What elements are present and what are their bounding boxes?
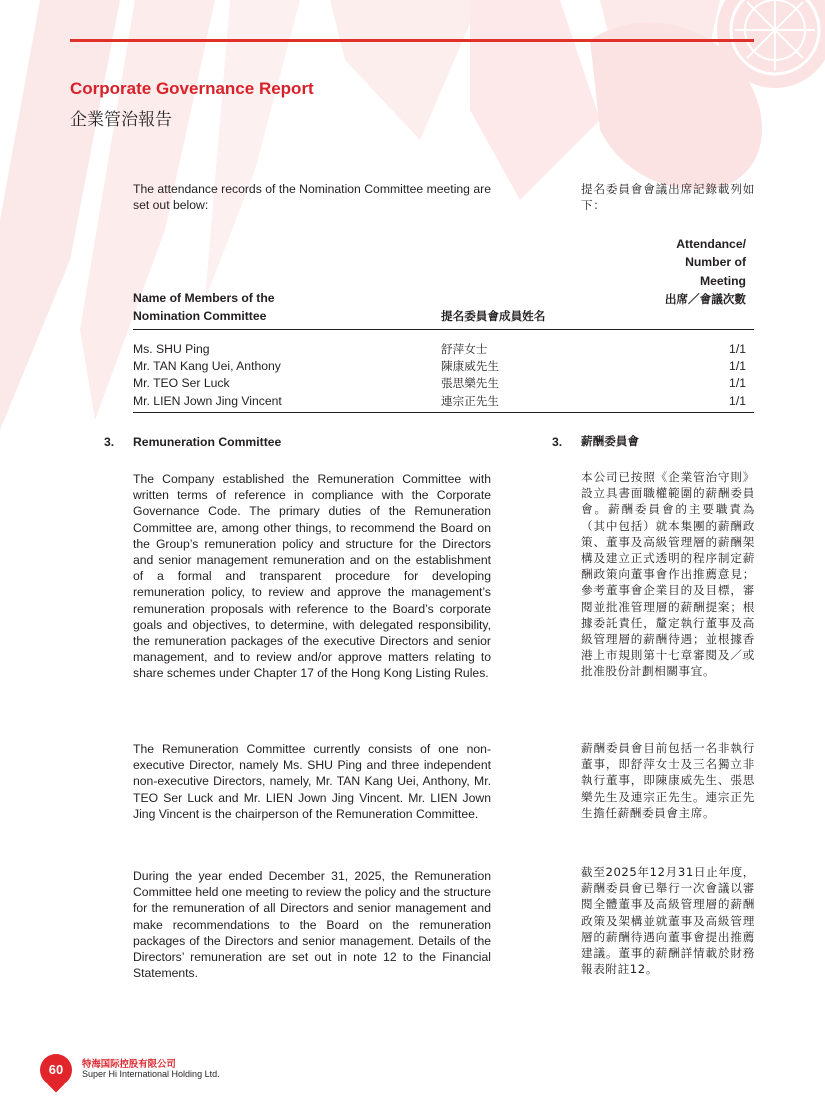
section-title: Remuneration Committee — [133, 435, 282, 449]
column-header-name-chinese: 提名委員會成員姓名 — [441, 309, 546, 323]
page-number: 60 — [48, 1062, 64, 1077]
member-name: Ms. SHU Ping — [133, 342, 210, 356]
member-name-chinese: 舒萍女士 — [441, 342, 488, 356]
paragraph-chinese: 本公司已按照《企業管治守則》設立具書面職權範圍的薪酬委員會。薪酬委員會的主要職責為（其中包括）就本集團的薪酬政策、董事及高級管理層的薪酬架構及建立正式透明的程序制定薪酬政策向董事會作出推薦意見；參考董事會企業目的及目標，審閱並批准管理層的薪酬提案；根據委託責任，釐定執行董事及高級管理層的薪酬待遇；並根據香港上市規則第十七章審閱及／或批准股份計劃相關事宜。 — [581, 470, 755, 679]
table-rule-top — [133, 329, 754, 330]
column-header-attendance-en: Attendance/ Number of Meeting — [676, 237, 746, 288]
page-title-chinese: 企業管治報告 — [70, 110, 172, 130]
header-rule — [70, 39, 754, 42]
attendance-value: 1/1 — [729, 376, 746, 390]
section-number: 3. — [104, 435, 115, 449]
page-title: Corporate Governance Report — [70, 79, 314, 98]
column-header-name: Name of Members of the Nomination Committee — [133, 291, 275, 323]
intro-text: The attendance records of the Nomination Committee meeting are set out below: — [133, 182, 491, 213]
member-name: Mr. TAN Kang Uei, Anthony — [133, 359, 281, 373]
page-number-badge — [40, 1054, 72, 1086]
table-row — [133, 393, 754, 410]
paragraph-chinese: 截至2025年12月31日止年度，薪酬委員會已舉行一次會議以審閱全體董事及高級管理層的薪酬政策及架構並就董事及高級管理層的薪酬待遇向董事會提出推薦建議。董事的薪酬詳情載於財務報表附註12。 — [581, 865, 755, 977]
company-name-chinese: 特海国际控股有限公司 — [82, 1059, 176, 1070]
column-header-attendance-chinese: 出席／會議次數 — [664, 291, 746, 306]
paragraph-chinese: 薪酬委員會目前包括一名非執行董事，即舒萍女士及三名獨立非執行董事，即陳康威先生、張思樂先生及連宗正先生。連宗正先生擔任薪酬委員會主席。 — [581, 741, 755, 820]
member-name: Mr. TEO Ser Luck — [133, 376, 230, 390]
paragraph: The Remuneration Committee currently consists of one non-executive Director, namely Ms. SHU Ping and three independent non-executive Directors, namely, Mr. TAN Kang Uei, Anthony, Mr. TEO Ser Luck and Mr. LIEN Jown Jing Vincent. Mr. LIEN Jown Jing Vincent is the chairperson of the Remuneration Committee. — [133, 742, 491, 821]
attendance-value: 1/1 — [729, 394, 746, 408]
attendance-value: 1/1 — [729, 359, 746, 373]
table-row — [133, 358, 754, 375]
intro-text-chinese: 提名委員會會議出席記錄載列如下： — [581, 182, 755, 213]
table-rule-bottom — [133, 412, 754, 413]
paragraph: During the year ended December 31, 2025, the Remuneration Committee held one meeting to review the policy and the structure for the remuneration of all Directors and senior management and make recommendations to the Board on the remuneration packages of the Directors and senior management. Details of the Directors’ remuneration are set out in note 12 to the Financial Statements. — [133, 869, 491, 981]
member-name-chinese: 張思樂先生 — [441, 376, 499, 390]
member-name-chinese: 連宗正先生 — [441, 394, 499, 408]
section-title-chinese: 薪酬委員會 — [581, 434, 639, 448]
section-number-chinese: 3. — [552, 435, 563, 449]
column-header-attendance — [640, 235, 746, 308]
member-name: Mr. LIEN Jown Jing Vincent — [133, 394, 282, 408]
table-row — [133, 341, 754, 358]
company-name: Super Hi International Holding Ltd. — [82, 1069, 220, 1079]
attendance-value: 1/1 — [729, 342, 746, 356]
paragraph: The Company established the Remuneration Committee with written terms of reference in compliance with the Corporate Governance Code. The primary duties of the Remuneration Committee are, among other things, to recommend the Board on the Group’s remuneration policy and structure for the Directors and senior management remuneration and on the establishment of a formal and transparent procedure for developing remuneration policy, to review and approve the management’s remuneration proposals with reference to the Board’s corporate goals and objectives, to determine, with delegated responsibility, the remuneration packages of the executive Directors and senior management, and to review and/or approve matters relating to share schemes under Chapter 17 of the Hong Kong Listing Rules. — [133, 472, 491, 681]
table-row — [133, 375, 754, 392]
member-name-chinese: 陳康威先生 — [441, 359, 499, 373]
